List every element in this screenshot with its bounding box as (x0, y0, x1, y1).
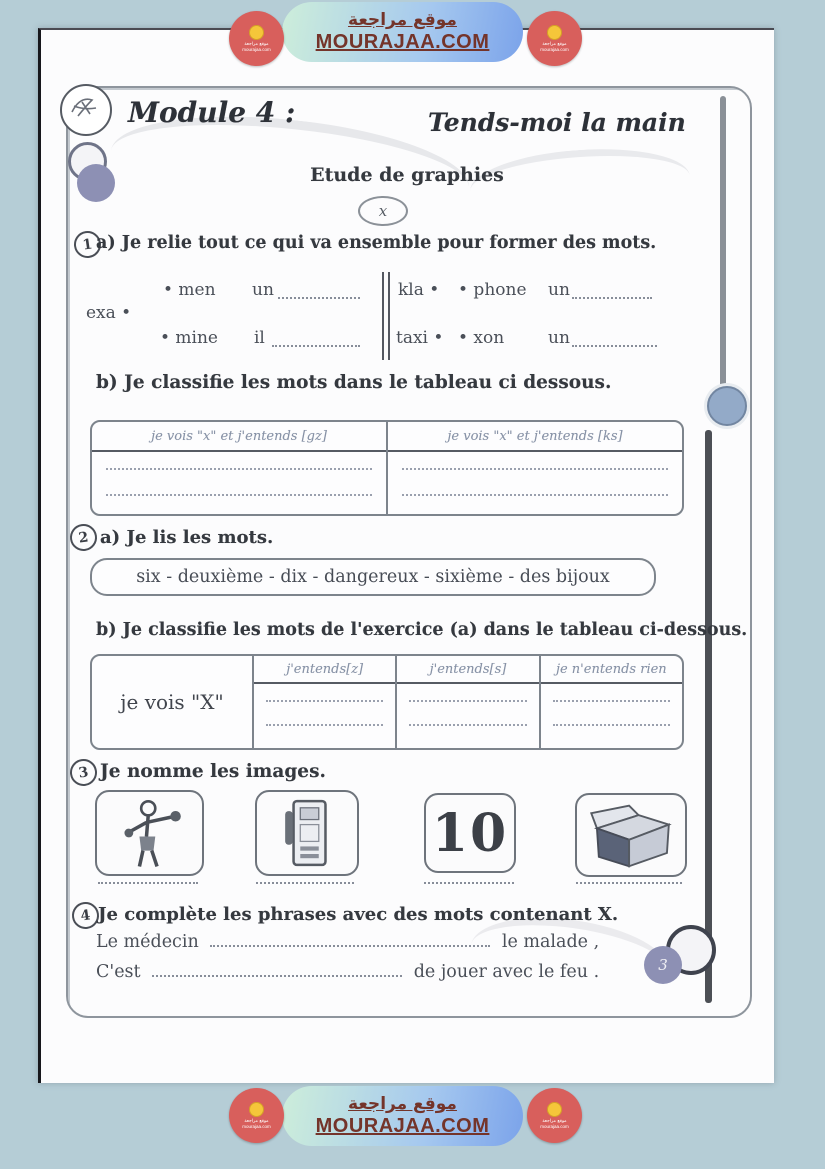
sentence-2-end: de jouer avec le feu . (413, 962, 600, 982)
answer-blank[interactable] (553, 724, 670, 726)
answer-blank[interactable] (106, 494, 372, 496)
bottom-banner (282, 1086, 523, 1146)
sentence-1-start: Le médecin (96, 932, 199, 952)
banner-arabic-title: موقع مراجعة (348, 9, 457, 30)
logo-sun-icon (249, 1102, 264, 1117)
sentence-1-end: le malade , (501, 932, 600, 952)
table2-row-label: je vois "X" (92, 656, 254, 748)
logo-sun-icon (547, 25, 562, 40)
top-banner (282, 2, 523, 62)
word-list-box: six - deuxième - dix - dangereux - sixième - des bijoux (90, 558, 656, 596)
match-right-article: un (548, 280, 570, 300)
banner-site-link[interactable]: MOURAJAA.COM (315, 31, 490, 54)
answer-blank[interactable] (266, 700, 383, 702)
banner-site-link[interactable]: MOURAJAA.COM (315, 1115, 490, 1138)
match-left-article: un (252, 280, 274, 300)
right-margin-bar (720, 96, 726, 392)
answer-blank[interactable] (402, 468, 668, 470)
answer-blank[interactable] (256, 868, 354, 884)
logo-sun-icon (547, 1102, 562, 1117)
exercise-3-number: 3 (68, 757, 98, 787)
answer-blank[interactable] (409, 724, 526, 726)
banner-arabic-title: موقع مراجعة (348, 1093, 457, 1114)
answer-blank[interactable] (210, 931, 490, 947)
logo-text-site: mourajaa.com (540, 1124, 569, 1129)
exercise-4-title: Je complète les phrases avec des mots contenant X. (98, 904, 619, 925)
answer-blank[interactable] (572, 331, 657, 347)
box-image (575, 793, 687, 877)
logo-text-site: mourajaa.com (242, 1124, 271, 1129)
exercise-1-number: 1 (72, 229, 102, 259)
site-logo (527, 11, 582, 66)
answer-blank[interactable] (98, 868, 198, 884)
logo-text-arabic: موقع مراجعة (244, 41, 269, 47)
exercise-1b-title: b) Je classifie les mots dans le tableau ci dessous. (96, 372, 612, 393)
logo-text-arabic: موقع مراجعة (542, 1118, 567, 1124)
telephone-image (255, 790, 359, 876)
blue-dot-marker (707, 386, 747, 426)
exercise-3-title: Je nomme les images. (100, 761, 326, 782)
match-left-option: • mine (160, 328, 218, 348)
section-title: Etude de graphies (310, 164, 504, 186)
match-left-article: il (254, 328, 265, 348)
match-left-option: • men (163, 280, 216, 300)
module-label: Module 4 : (128, 96, 296, 129)
answer-blank[interactable] (424, 868, 514, 884)
exercise-4-number: 4 (70, 900, 100, 930)
answer-blank[interactable] (576, 868, 682, 884)
match-right-article: un (548, 328, 570, 348)
page-number-badge: 3 (644, 946, 682, 984)
exercise-2b-title: b) Je classifie les mots de l'exercice (a) dans le tableau ci-dessous. (96, 620, 748, 640)
answer-blank[interactable] (106, 468, 372, 470)
table2-header-s: j'entends[s] (397, 656, 538, 684)
letter-oval: x (358, 196, 408, 226)
table2-header-rien: je n'entends rien (541, 656, 682, 684)
match-right-stem: taxi • (396, 328, 444, 348)
answer-blank[interactable] (278, 283, 360, 299)
number-10-text: 10 (431, 802, 509, 864)
module-title: Tends-moi la main (428, 108, 686, 137)
site-logo (527, 1088, 582, 1143)
match-left-stem: exa • (86, 303, 132, 323)
exercise-2a-title: a) Je lis les mots. (100, 527, 274, 548)
logo-text-site: mourajaa.com (242, 47, 271, 52)
site-logo (229, 11, 284, 66)
table2-header-z: j'entends[z] (254, 656, 395, 684)
exercise-2-number: 2 (68, 522, 98, 552)
logo-text-arabic: موقع مراجعة (244, 1118, 269, 1124)
answer-blank[interactable] (152, 961, 402, 977)
classification-table-1 (90, 420, 684, 516)
exercise-1a-title: a) Je relie tout ce qui va ensemble pour former des mots. (96, 233, 657, 253)
answer-blank[interactable] (272, 331, 360, 347)
sentence-2-start: C'est (96, 962, 141, 982)
answer-blank[interactable] (266, 724, 383, 726)
column-divider (382, 272, 390, 360)
right-margin-bar-dark (705, 430, 712, 1003)
match-right-option: • xon (458, 328, 505, 348)
logo-sun-icon (249, 25, 264, 40)
teacher-stamp-icon (60, 84, 112, 136)
boxer-image (95, 790, 204, 876)
answer-blank[interactable] (572, 283, 652, 299)
answer-blank[interactable] (409, 700, 526, 702)
number-10-image (424, 793, 516, 873)
answer-blank[interactable] (553, 700, 670, 702)
match-right-stem: kla • (398, 280, 440, 300)
classification-table-2 (90, 654, 684, 750)
answer-blank[interactable] (402, 494, 668, 496)
table1-header-ks: je vois "x" et j'entends [ks] (388, 422, 682, 452)
site-logo (229, 1088, 284, 1143)
logo-text-arabic: موقع مراجعة (542, 41, 567, 47)
table1-header-gz: je vois "x" et j'entends [gz] (92, 422, 386, 452)
logo-text-site: mourajaa.com (540, 47, 569, 52)
match-right-option: • phone (458, 280, 527, 300)
